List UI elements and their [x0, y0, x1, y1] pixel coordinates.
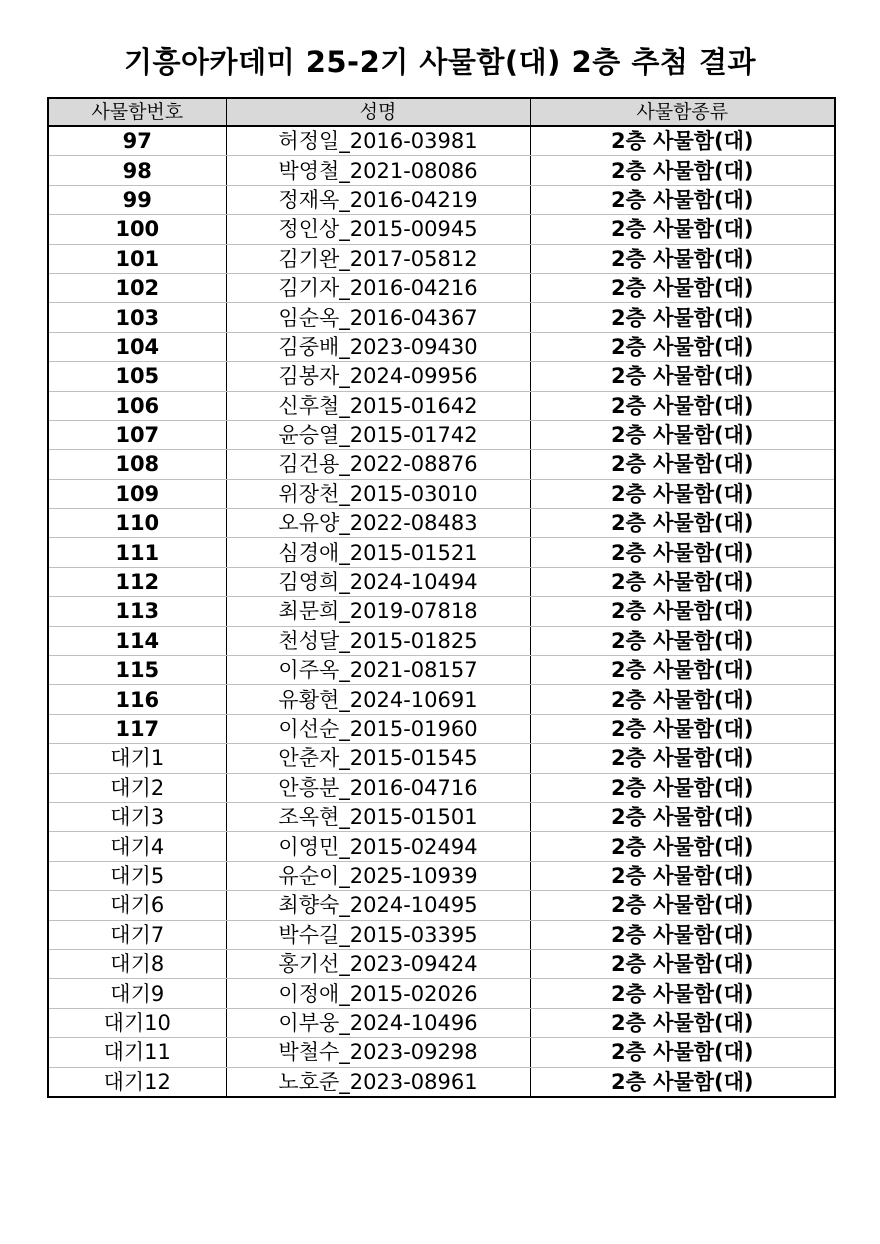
locker-type-cell: 2층 사물함(대) — [530, 391, 835, 420]
locker-type-cell: 2층 사물함(대) — [530, 420, 835, 449]
member-name-cell: 김기완_2017-05812 — [226, 244, 530, 273]
locker-number-cell: 103 — [48, 303, 226, 332]
table-row — [48, 450, 835, 479]
member-name-cell: 정재옥_2016-04219 — [226, 185, 530, 214]
locker-type-cell: 2층 사물함(대) — [530, 773, 835, 802]
locker-number-cell: 113 — [48, 597, 226, 626]
table-row — [48, 332, 835, 361]
member-name-cell: 박철수_2023-09298 — [226, 1038, 530, 1067]
member-name-cell: 안흥분_2016-04716 — [226, 773, 530, 802]
locker-number-cell: 107 — [48, 420, 226, 449]
locker-type-cell: 2층 사물함(대) — [530, 861, 835, 890]
locker-number-cell: 108 — [48, 450, 226, 479]
page-title: 기흥아카데미 25-2기 사물함(대) 2층 추첨 결과 — [124, 45, 756, 79]
locker-type-cell: 2층 사물함(대) — [530, 891, 835, 920]
member-name-cell: 유황현_2024-10691 — [226, 685, 530, 714]
locker-number-cell: 114 — [48, 626, 226, 655]
table-row — [48, 920, 835, 949]
member-name-cell: 김봉자_2024-09956 — [226, 362, 530, 391]
locker-type-cell: 2층 사물함(대) — [530, 979, 835, 1008]
member-name-cell: 홍기선_2023-09424 — [226, 949, 530, 978]
locker-type-cell: 2층 사물함(대) — [530, 244, 835, 273]
member-name-cell: 박수길_2015-03395 — [226, 920, 530, 949]
table-row — [48, 362, 835, 391]
locker-type-cell: 2층 사물함(대) — [530, 362, 835, 391]
locker-type-cell: 2층 사물함(대) — [530, 156, 835, 185]
locker-type-cell: 2층 사물함(대) — [530, 479, 835, 508]
locker-type-cell: 2층 사물함(대) — [530, 656, 835, 685]
table-row — [48, 656, 835, 685]
table-row — [48, 509, 835, 538]
locker-type-cell: 2층 사물함(대) — [530, 685, 835, 714]
table-row — [48, 185, 835, 214]
locker-number-cell: 111 — [48, 538, 226, 567]
member-name-cell: 오유양_2022-08483 — [226, 509, 530, 538]
locker-type-cell: 2층 사물함(대) — [530, 626, 835, 655]
member-name-cell: 박영철_2021-08086 — [226, 156, 530, 185]
member-name-cell: 이선순_2015-01960 — [226, 714, 530, 743]
locker-number-cell: 101 — [48, 244, 226, 273]
locker-number-cell: 대기3 — [48, 802, 226, 831]
table-row — [48, 303, 835, 332]
locker-number-cell: 100 — [48, 215, 226, 244]
locker-type-cell: 2층 사물함(대) — [530, 1067, 835, 1097]
table-row — [48, 1067, 835, 1097]
table-row — [48, 391, 835, 420]
table-row — [48, 215, 835, 244]
member-name-cell: 김영희_2024-10494 — [226, 567, 530, 596]
locker-type-cell: 2층 사물함(대) — [530, 215, 835, 244]
member-name-cell: 조옥현_2015-01501 — [226, 802, 530, 831]
locker-type-cell: 2층 사물함(대) — [530, 802, 835, 831]
table-body — [48, 126, 835, 1097]
locker-number-cell: 대기7 — [48, 920, 226, 949]
header-name: 성명 — [226, 98, 530, 126]
locker-number-cell: 102 — [48, 273, 226, 302]
table-row — [48, 714, 835, 743]
member-name-cell: 김기자_2016-04216 — [226, 273, 530, 302]
locker-number-cell: 대기12 — [48, 1067, 226, 1097]
member-name-cell: 천성달_2015-01825 — [226, 626, 530, 655]
locker-number-cell: 104 — [48, 332, 226, 361]
member-name-cell: 임순옥_2016-04367 — [226, 303, 530, 332]
table-row — [48, 685, 835, 714]
member-name-cell: 최향숙_2024-10495 — [226, 891, 530, 920]
table-row — [48, 861, 835, 890]
member-name-cell: 허정일_2016-03981 — [226, 126, 530, 156]
header-locker-type: 사물함종류 — [530, 98, 835, 126]
locker-type-cell: 2층 사물함(대) — [530, 538, 835, 567]
locker-draw-result-table — [47, 97, 836, 1098]
locker-number-cell: 106 — [48, 391, 226, 420]
member-name-cell: 이주옥_2021-08157 — [226, 656, 530, 685]
member-name-cell: 이정애_2015-02026 — [226, 979, 530, 1008]
member-name-cell: 위장천_2015-03010 — [226, 479, 530, 508]
table-row — [48, 567, 835, 596]
member-name-cell: 김중배_2023-09430 — [226, 332, 530, 361]
locker-number-cell: 109 — [48, 479, 226, 508]
locker-type-cell: 2층 사물함(대) — [530, 920, 835, 949]
member-name-cell: 이부웅_2024-10496 — [226, 1008, 530, 1037]
locker-type-cell: 2층 사물함(대) — [530, 273, 835, 302]
table-row — [48, 744, 835, 773]
member-name-cell: 유순이_2025-10939 — [226, 861, 530, 890]
table-row — [48, 832, 835, 861]
member-name-cell: 신후철_2015-01642 — [226, 391, 530, 420]
table-row — [48, 273, 835, 302]
locker-number-cell: 117 — [48, 714, 226, 743]
locker-type-cell: 2층 사물함(대) — [530, 1008, 835, 1037]
locker-type-cell: 2층 사물함(대) — [530, 185, 835, 214]
locker-number-cell: 97 — [48, 126, 226, 156]
locker-type-cell: 2층 사물함(대) — [530, 332, 835, 361]
locker-number-cell: 대기8 — [48, 949, 226, 978]
member-name-cell: 김건용_2022-08876 — [226, 450, 530, 479]
member-name-cell: 윤승열_2015-01742 — [226, 420, 530, 449]
member-name-cell: 노호준_2023-08961 — [226, 1067, 530, 1097]
locker-number-cell: 116 — [48, 685, 226, 714]
table-row — [48, 597, 835, 626]
member-name-cell: 최문희_2019-07818 — [226, 597, 530, 626]
table-row — [48, 126, 835, 156]
locker-type-cell: 2층 사물함(대) — [530, 126, 835, 156]
locker-number-cell: 대기10 — [48, 1008, 226, 1037]
member-name-cell: 이영민_2015-02494 — [226, 832, 530, 861]
locker-number-cell: 대기1 — [48, 744, 226, 773]
table-row — [48, 244, 835, 273]
locker-type-cell: 2층 사물함(대) — [530, 567, 835, 596]
locker-number-cell: 115 — [48, 656, 226, 685]
locker-type-cell: 2층 사물함(대) — [530, 450, 835, 479]
table-row — [48, 156, 835, 185]
locker-type-cell: 2층 사물함(대) — [530, 509, 835, 538]
locker-type-cell: 2층 사물함(대) — [530, 303, 835, 332]
table-row — [48, 802, 835, 831]
locker-number-cell: 대기6 — [48, 891, 226, 920]
table-row — [48, 1008, 835, 1037]
header-locker-number: 사물함번호 — [48, 98, 226, 126]
member-name-cell: 정인상_2015-00945 — [226, 215, 530, 244]
locker-type-cell: 2층 사물함(대) — [530, 949, 835, 978]
locker-number-cell: 대기2 — [48, 773, 226, 802]
locker-number-cell: 105 — [48, 362, 226, 391]
locker-type-cell: 2층 사물함(대) — [530, 1038, 835, 1067]
locker-type-cell: 2층 사물함(대) — [530, 597, 835, 626]
table-row — [48, 1038, 835, 1067]
table-row — [48, 979, 835, 1008]
table-row — [48, 949, 835, 978]
table-row — [48, 773, 835, 802]
table-row — [48, 626, 835, 655]
member-name-cell: 안춘자_2015-01545 — [226, 744, 530, 773]
locker-number-cell: 99 — [48, 185, 226, 214]
locker-type-cell: 2층 사물함(대) — [530, 832, 835, 861]
locker-number-cell: 110 — [48, 509, 226, 538]
locker-number-cell: 대기4 — [48, 832, 226, 861]
table-row — [48, 538, 835, 567]
locker-number-cell: 대기11 — [48, 1038, 226, 1067]
table-row — [48, 420, 835, 449]
table-row — [48, 479, 835, 508]
table-header-row — [48, 98, 835, 126]
locker-number-cell: 98 — [48, 156, 226, 185]
locker-type-cell: 2층 사물함(대) — [530, 744, 835, 773]
member-name-cell: 심경애_2015-01521 — [226, 538, 530, 567]
locker-type-cell: 2층 사물함(대) — [530, 714, 835, 743]
locker-number-cell: 대기9 — [48, 979, 226, 1008]
locker-number-cell: 112 — [48, 567, 226, 596]
table-row — [48, 891, 835, 920]
locker-number-cell: 대기5 — [48, 861, 226, 890]
